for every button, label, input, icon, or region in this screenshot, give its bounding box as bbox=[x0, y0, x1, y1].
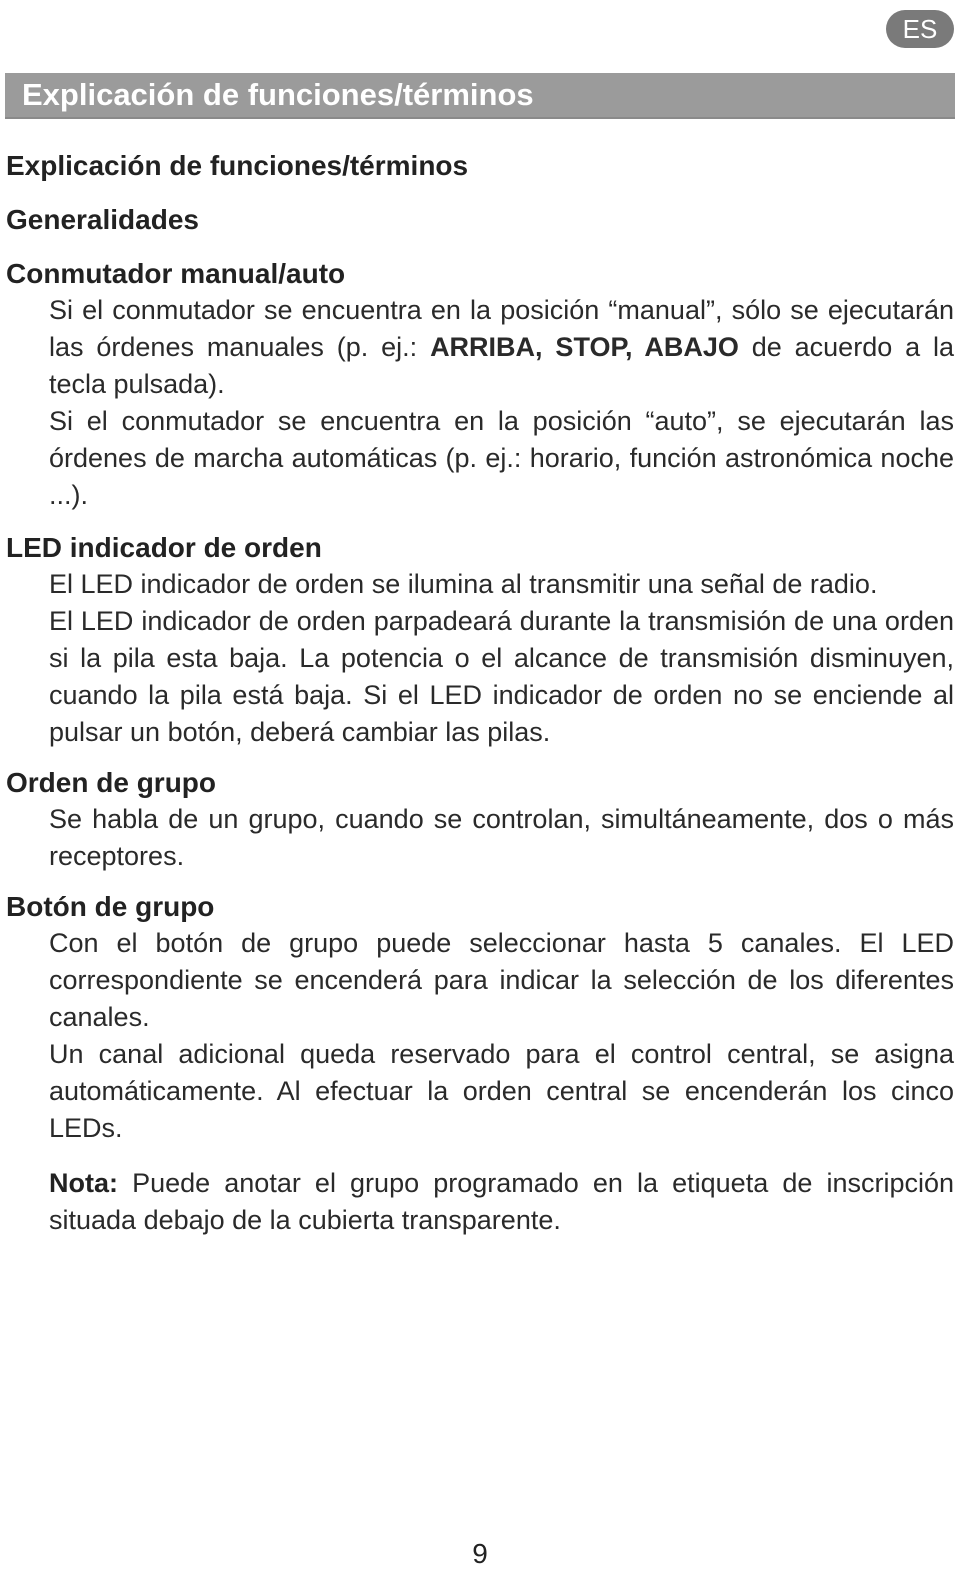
section-banner bbox=[5, 73, 955, 119]
note-text: Puede anotar el grupo programado en la etiqueta de inscripción situada debajo de la cubierta transparente. bbox=[49, 1168, 954, 1235]
paragraph-led-transmit: El LED indicador de orden se ilumina al transmitir una señal de radio. bbox=[49, 569, 878, 599]
paragraph-led-battery: El LED indicador de orden parpadeará durante la transmisión de una orden si la pila esta baja. La potencia o el alcance de transmisión disminuyen, cuando la pila está baja. Si el LED indicador de orden no se enciende al pulsar un botón, deberá cambiar las pilas. bbox=[49, 606, 954, 747]
paragraph-group-button: Con el botón de grupo puede seleccionar hasta 5 canales. El LED correspondiente se encenderá para indicar la selección de los diferentes canales. bbox=[49, 928, 954, 1032]
paragraph-auto-mode: Si el conmutador se encuentra en la posición “auto”, se ejecutarán las órdenes de marcha automáticas (p. ej.: horario, función astronómica noche ...). bbox=[49, 406, 954, 510]
document-body bbox=[6, 148, 954, 1239]
paragraph-manual-mode bbox=[49, 292, 954, 403]
section-heading-group-order: Orden de grupo bbox=[6, 767, 216, 798]
section-heading-led: LED indicador de orden bbox=[6, 532, 322, 563]
paragraph-text: Si el conmutador se encuentra en la posición “manual”, sólo se ejecutarán las órdenes manuales (p. ej.: bbox=[49, 295, 954, 362]
note-label: Nota: bbox=[49, 1168, 118, 1198]
paragraph-group-order: Se habla de un grupo, cuando se controlan, simultáneamente, dos o más receptores. bbox=[49, 804, 954, 871]
document-title: Explicación de funciones/términos bbox=[6, 150, 469, 181]
section-heading-group-button: Botón de grupo bbox=[6, 891, 215, 922]
paragraph-text: de acuerdo a la tecla pulsada). bbox=[49, 332, 955, 399]
language-badge: ES bbox=[886, 10, 954, 48]
section-heading-manual-auto: Conmutador manual/auto bbox=[6, 258, 346, 289]
page-number: 9 bbox=[472, 1538, 488, 1569]
banner-title: Explicación de funciones/términos bbox=[22, 77, 534, 112]
command-keywords: ARRIBA, STOP, ABAJO bbox=[430, 332, 739, 362]
note-paragraph bbox=[49, 1165, 954, 1239]
paragraph-central-channel: Un canal adicional queda reservado para el control central, se asigna automáticamente. Al efectuar la orden central se encenderán los cinco LEDs. bbox=[49, 1039, 954, 1143]
general-heading: Generalidades bbox=[6, 204, 199, 235]
